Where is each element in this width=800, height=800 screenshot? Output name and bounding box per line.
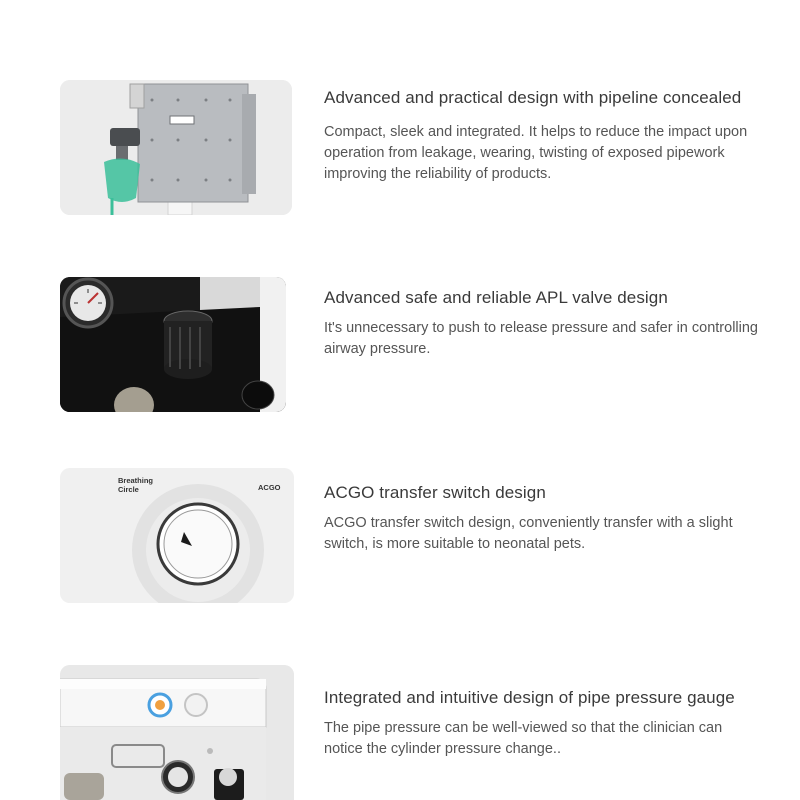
pressure-gauge-image xyxy=(60,665,294,800)
apl-valve-illustration xyxy=(60,277,286,412)
breathing-circle-label xyxy=(118,476,153,494)
acgo-switch-image xyxy=(60,468,294,603)
pipeline-panel-illustration xyxy=(60,80,292,215)
circle-label-line: Circle xyxy=(118,485,139,494)
breathing-label-line: Breathing xyxy=(118,476,154,485)
apl-valve-image xyxy=(60,277,286,412)
feature-title: ACGO transfer switch design xyxy=(324,483,546,502)
pressure-gauge-illustration xyxy=(60,665,294,800)
feature-description: Compact, sleek and integrated. It helps to reduce the impact upon operation from leakage, wearing, twisting of exposed pipework improving the reliability of products. xyxy=(324,124,748,182)
acgo-label: ACGO xyxy=(258,483,281,492)
feature-title: Advanced safe and reliable APL valve design xyxy=(324,288,668,307)
feature-title: Integrated and intuitive design of pipe pressure gauge xyxy=(324,688,735,707)
feature-title: Advanced and practical design with pipeline concealed xyxy=(324,88,742,107)
feature-description: It's unnecessary to push to release pressure and safer in controlling airway pressure. xyxy=(324,320,758,357)
pipeline-panel-image xyxy=(60,80,292,215)
feature-description: ACGO transfer switch design, conveniently transfer with a slight switch, is more suitable to neonatal pets. xyxy=(324,515,733,552)
feature-description: The pipe pressure can be well-viewed so that the clinician can notice the cylinder pressure change.. xyxy=(324,720,723,757)
